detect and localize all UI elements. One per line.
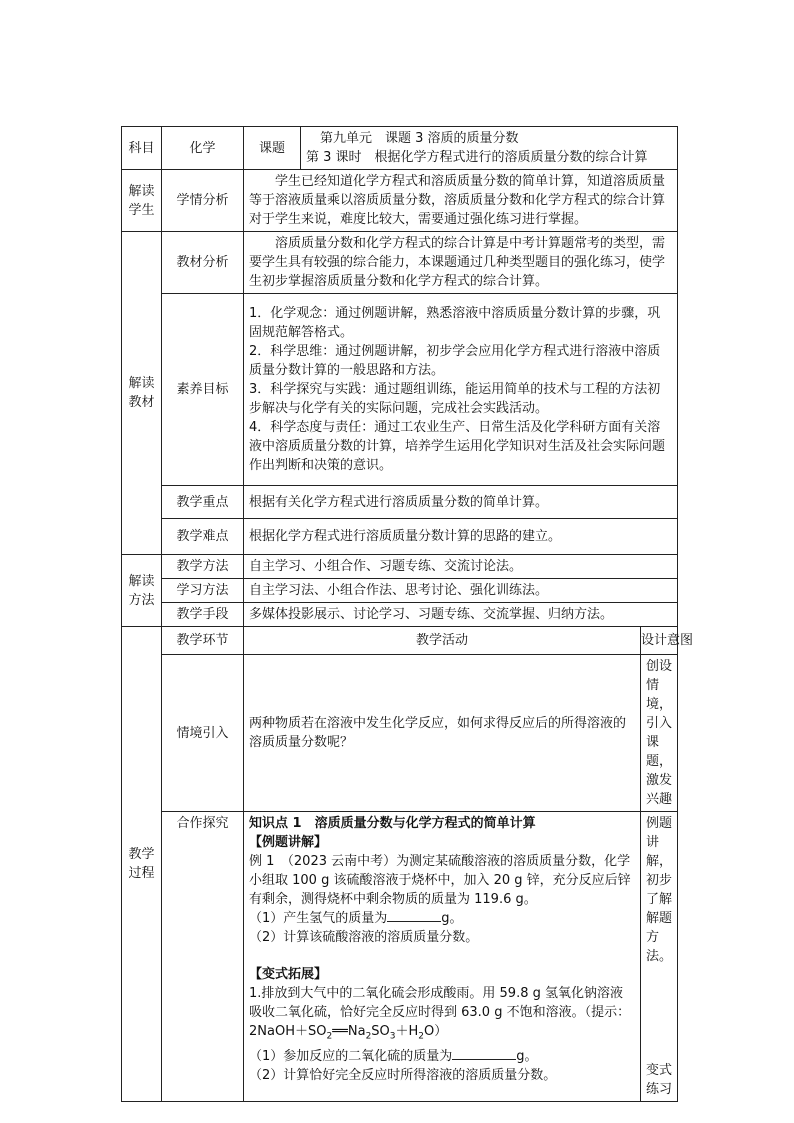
intro-intent: 创设情境，引入课题，激发兴趣 bbox=[641, 655, 678, 812]
subject-label: 科目 bbox=[122, 127, 162, 170]
goal-item: 2．科学思维：通过例题讲解，初步学会应用化学方程式进行溶液中溶质质量分数计算的一般思路和方法。 bbox=[249, 344, 661, 378]
v1-unit: g。 bbox=[516, 1048, 538, 1064]
explore-stage: 合作探究 bbox=[162, 812, 244, 1102]
subject-value: 化学 bbox=[162, 127, 244, 170]
key-point-text: 根据有关化学方程式进行溶质质量分数的简单计算。 bbox=[244, 486, 678, 519]
col-intent-header bbox=[641, 627, 694, 655]
goal-item: 1．化学观念：通过例题讲解，熟悉溶液中溶质质量分数计算的步骤，巩固规范解答格式。 bbox=[249, 306, 661, 340]
method-label: 学习方法 bbox=[162, 579, 244, 603]
method-text: 自主学习、小组合作、习题专练、交流讨论法。 bbox=[244, 555, 678, 579]
example-question-1 bbox=[249, 909, 635, 928]
material-analysis-label: 教材分析 bbox=[162, 232, 244, 294]
goals-list bbox=[244, 294, 678, 486]
lesson-plan-table bbox=[121, 126, 694, 1102]
student-analysis-label: 学情分析 bbox=[162, 170, 244, 232]
variant-question-2: （2）计算恰好完全反应时所得溶液的溶质质量分数。 bbox=[249, 1067, 557, 1083]
example-text: 例 1 （2023 云南中考）为测定某硫酸溶液的溶质质量分数，化学小组取 100 g 该硫酸溶液于烧杯中，加入 20 g 锌，充分反应后锌有剩余，测得烧杯中剩余物质的质量为 119.6 g。 bbox=[249, 854, 631, 907]
knowledge-point-heading: 知识点 1 溶质质量分数与化学方程式的简单计算 bbox=[249, 816, 536, 831]
intro-activity: 两种物质若在溶液中发生化学反应，如何求得反应后的所得溶液的溶质质量分数呢？ bbox=[244, 655, 641, 812]
lesson-title bbox=[301, 127, 678, 170]
lesson-label: 课题 bbox=[244, 127, 301, 170]
explore-intent bbox=[641, 812, 678, 1102]
difficulty-label: 教学难点 bbox=[162, 519, 244, 555]
answer-blank bbox=[387, 909, 441, 922]
variant-question-1 bbox=[249, 1047, 635, 1066]
method-label: 教学方法 bbox=[162, 555, 244, 579]
variant-text: 1.排放到大气中的二氧化硫会形成酸雨。用 59.8 g 氢氧化钠溶液吸收二氧化硫，恰好完全反应时得到 63.0 g 不饱和溶液。（提示： bbox=[249, 986, 631, 1020]
explore-intent-1: 例题讲解，初步了解解题方法。 bbox=[646, 816, 673, 964]
method-label: 教学手段 bbox=[162, 603, 244, 627]
group-student: 解读学生 bbox=[122, 170, 162, 232]
lesson-title-line1: 第九单元 课题 3 溶质的质量分数 bbox=[320, 131, 519, 146]
variant-tag: 【变式拓展】 bbox=[249, 967, 328, 982]
group-methods: 解读方法 bbox=[122, 555, 162, 627]
col-intent-label: 设计意图 bbox=[641, 633, 694, 648]
explore-intent-2: 变式练习 bbox=[646, 1063, 673, 1097]
goal-item: 4．科学态度与责任：通过工农业生产、日常生活及化学科研方面有关溶液中溶质质量分数的计算，培养学生运用化学知识对生活及社会实际问题作出判断和决策的意识。 bbox=[249, 420, 666, 473]
q1-unit: g。 bbox=[441, 911, 463, 926]
col-activity-header: 教学活动 bbox=[244, 627, 641, 655]
key-point-label: 教学重点 bbox=[162, 486, 244, 519]
example-tag: 【例题讲解】 bbox=[249, 835, 328, 850]
explore-activity bbox=[244, 812, 641, 1102]
method-text: 多媒体投影展示、讨论学习、习题专练、交流掌握、归纳方法。 bbox=[244, 603, 678, 627]
group-process: 教学过程 bbox=[122, 627, 162, 1102]
answer-blank bbox=[452, 1047, 516, 1060]
material-analysis-text: 溶质质量分数和化学方程式的综合计算是中考计算题常考的类型，需要学生具有较强的综合能力，本课题通过几种类型题目的强化练习，使学生初步掌握溶质质量分数和化学方程式的综合计算。 bbox=[244, 232, 678, 294]
example-question-2: （2）计算该硫酸溶液的溶质质量分数。 bbox=[249, 930, 479, 945]
chemical-equation: $2NaOH+SO_2══Na_2SO_3+H_2O$） bbox=[249, 1024, 448, 1042]
method-text: 自主学习法、小组合作法、思考讨论、强化训练法。 bbox=[244, 579, 678, 603]
group-material: 解读教材 bbox=[122, 232, 162, 555]
q1-text: （1）产生氢气的质量为 bbox=[249, 911, 388, 926]
goal-item: 3．科学探究与实践：通过题组训练，能运用简单的技术与工程的方法初步解决与化学有关的实际问题，完成社会实践活动。 bbox=[249, 382, 661, 416]
col-stage-header: 教学环节 bbox=[162, 627, 244, 655]
student-analysis-text: 学生已经知道化学方程式和溶质质量分数的简单计算，知道溶质质量等于溶液质量乘以溶质质量分数，溶质质量分数和化学方程式的综合计算对于学生来说，难度比较大，需要通过强化练习进行掌握。 bbox=[244, 170, 678, 232]
difficulty-text: 根据化学方程式进行溶质质量分数计算的思路的建立。 bbox=[244, 519, 678, 555]
goals-label: 素养目标 bbox=[162, 294, 244, 486]
lesson-title-line2: 第 3 课时 根据化学方程式进行的溶质质量分数的综合计算 bbox=[306, 150, 648, 165]
v1-text: （1）参加反应的二氧化硫的质量为 bbox=[249, 1048, 453, 1064]
intro-stage: 情境引入 bbox=[162, 655, 244, 812]
